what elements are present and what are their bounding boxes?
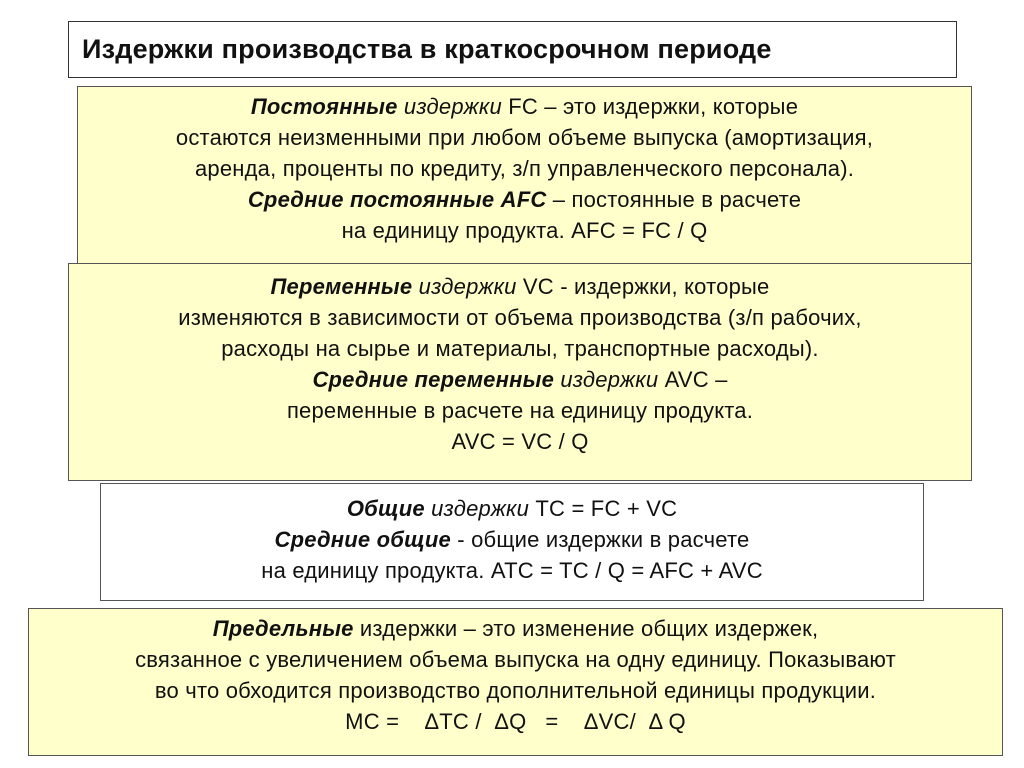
variable-line-1 [69, 271, 971, 302]
variable-line-1-rest: VC - издержки, которые [516, 274, 770, 299]
total-line-2-rest: - общие издержки в расчете [450, 527, 750, 552]
page-title [68, 21, 957, 78]
avg-variable-word: издержки [560, 367, 659, 392]
marginal-line-2: связанное с увеличением объема выпуска на одну единицу. Показывают [135, 647, 896, 672]
variable-line-4 [69, 364, 971, 395]
fixed-line-2: остаются неизменными при любом объеме выпуска (амортизация, [175, 125, 874, 150]
fixed-term: Постоянные [250, 94, 398, 119]
fixed-line-1 [78, 91, 971, 122]
fixed-line-3: аренда, проценты по кредиту, з/п управленческого персонала). [194, 156, 855, 181]
total-line-1-rest: TC = FC + VC [529, 496, 678, 521]
avg-total-term: Средние общие [274, 527, 451, 552]
avg-variable-term: Средние переменные [312, 367, 554, 392]
fixed-line-1-rest: FC – это издержки, которые [501, 94, 799, 119]
fixed-costs-box [77, 86, 972, 266]
total-line-3: на единицу продукта. ATC = TC / Q = AFC + AVC [261, 558, 763, 583]
marginal-formula: MC = ΔTC / ΔQ = ΔVC/ Δ Q [345, 709, 686, 734]
variable-word: издержки [418, 274, 517, 299]
variable-line-3: расходы на сырье и материалы, транспортные расходы). [221, 336, 819, 361]
fixed-line-4 [78, 184, 971, 215]
variable-line-5: переменные в расчете на единицу продукта. [286, 398, 754, 423]
variable-costs-box [68, 263, 972, 481]
marginal-line-1 [29, 613, 1002, 644]
marginal-line-3: во что обходится производство дополнительной единицы продукции. [154, 678, 877, 703]
marginal-costs-box [28, 608, 1003, 756]
variable-line-2: изменяются в зависимости от объема производства (з/п рабочих, [178, 305, 862, 330]
marginal-term: Предельные [212, 616, 354, 641]
variable-line-6: AVC = VC / Q [451, 429, 589, 454]
fixed-line-4-rest: – постоянные в расчете [546, 187, 802, 212]
total-line-2 [101, 524, 923, 555]
avg-fixed-term: Средние постоянные AFC [247, 187, 547, 212]
fixed-line-5: на единицу продукта. AFC = FC / Q [341, 218, 708, 243]
total-costs-box [100, 483, 924, 601]
total-line-1 [101, 493, 923, 524]
fixed-word: издержки [403, 94, 502, 119]
marginal-line-1-rest: издержки – это изменение общих издержек, [353, 616, 819, 641]
page-title-text: Издержки производства в краткосрочном периоде [82, 34, 772, 64]
variable-line-4-rest: AVC – [658, 367, 728, 392]
total-term: Общие [346, 496, 425, 521]
total-word: издержки [431, 496, 530, 521]
variable-term: Переменные [270, 274, 413, 299]
